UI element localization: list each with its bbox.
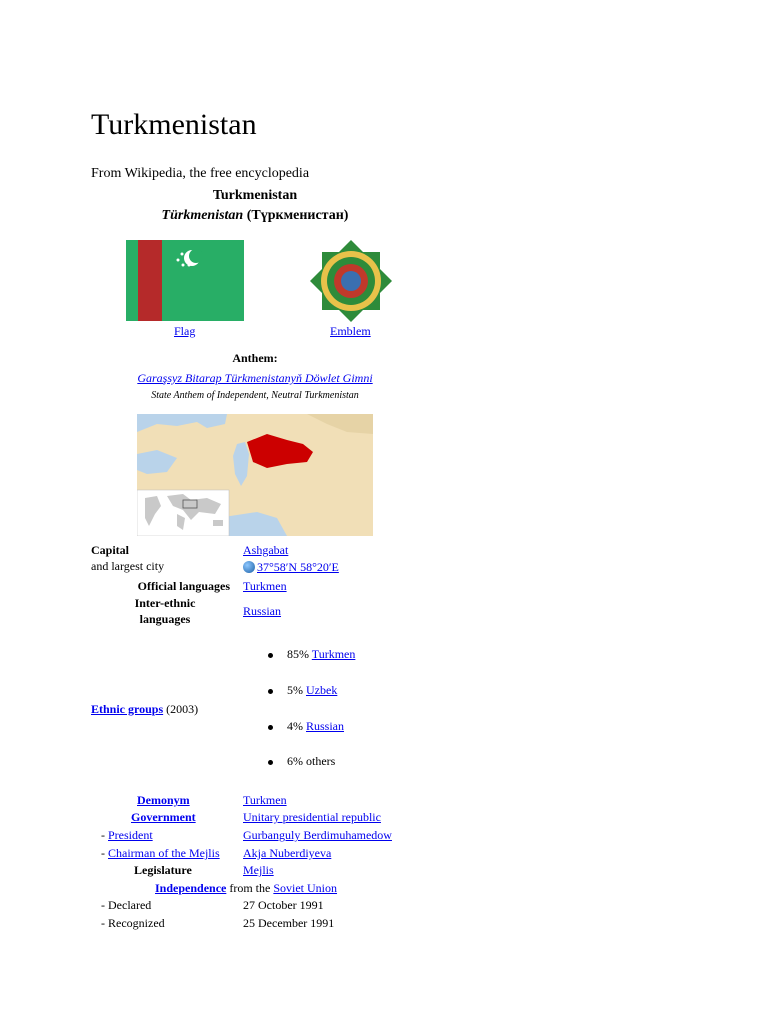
capital-sublabel: and largest city [91, 559, 165, 573]
flag-image[interactable] [126, 240, 244, 321]
declared-value: 27 October 1991 [243, 898, 324, 912]
globe-icon [243, 561, 255, 573]
list-item: 4% Russian [268, 719, 344, 734]
president-link[interactable]: President [108, 828, 153, 842]
official-languages-label: Official languages [137, 579, 230, 593]
infobox-native-name [90, 208, 420, 224]
bullet-icon [268, 689, 273, 694]
emblem-caption-link[interactable]: Emblem [330, 324, 371, 338]
interethnic-label-line1: Inter-ethnic [134, 596, 196, 610]
list-item: 6% others [268, 754, 335, 769]
soviet-union-link[interactable]: Soviet Union [273, 881, 338, 895]
list-item: 85% Turkmen [268, 647, 355, 662]
government-value-link[interactable]: Unitary presidential republic [243, 810, 381, 824]
official-languages-link[interactable]: Turkmen [243, 579, 287, 593]
anthem-link[interactable]: Garaşsyz Bitarap Türkmenistanyň Döwlet Gimni [137, 371, 373, 385]
interethnic-label-line2: languages [139, 612, 191, 626]
location-map-image[interactable] [137, 414, 373, 536]
list-item: 5% Uzbek [268, 683, 337, 698]
ethnic-uzbek-link[interactable]: Uzbek [306, 683, 338, 697]
demonym-link[interactable]: Demonym [137, 793, 190, 807]
independence-from-text: from the [229, 881, 271, 895]
tagline: From Wikipedia, the free encyclopedia [91, 166, 310, 181]
coordinates[interactable] [243, 559, 339, 575]
capital-link[interactable]: Ashgabat [243, 543, 289, 557]
ethnic-groups-link[interactable]: Ethnic groups [91, 702, 164, 716]
ethnic-russian-link[interactable]: Russian [306, 719, 345, 733]
recognized-value: 25 December 1991 [243, 916, 335, 930]
president-value-link[interactable]: Gurbanguly Berdimuhamedow [243, 828, 392, 842]
infobox-title: Turkmenistan [212, 188, 298, 203]
flag-caption-link[interactable]: Flag [174, 324, 196, 338]
declared-label: - Declared [101, 898, 152, 912]
emblem-icon[interactable] [308, 238, 394, 324]
ethnic-groups-label [91, 701, 198, 717]
page-title: Turkmenistan [91, 108, 257, 141]
independence-row [155, 880, 337, 896]
interethnic-link[interactable]: Russian [243, 604, 282, 618]
bullet-icon [268, 760, 273, 765]
president-row-label: - President [101, 828, 153, 842]
bullet-icon [268, 653, 273, 658]
native-name-latin: Türkmenistan [161, 208, 244, 223]
legislature-label: Legislature [134, 863, 192, 877]
coordinates-link[interactable]: 37°58′N 58°20′E [257, 560, 339, 574]
chairman-row-label: - Chairman of the Mejlis [101, 846, 220, 860]
government-link[interactable]: Government [131, 810, 196, 824]
ethnic-groups-year: (2003) [166, 702, 199, 716]
demonym-value-link[interactable]: Turkmen [243, 793, 287, 807]
chairman-link[interactable]: Chairman of the Mejlis [108, 846, 220, 860]
bullet-icon [268, 725, 273, 730]
ethnic-turkmen-link[interactable]: Turkmen [311, 647, 356, 661]
legislature-link[interactable]: Mejlis [243, 863, 274, 877]
recognized-label: - Recognized [101, 916, 165, 930]
anthem-label: Anthem: [232, 351, 278, 365]
independence-link[interactable]: Independence [155, 881, 227, 895]
flag-crescent-icon [126, 240, 244, 321]
capital-label: Capital [91, 543, 130, 557]
native-name-cyrillic: (Түркменистан) [246, 208, 349, 223]
chairman-value-link[interactable]: Akja Nuberdiyeva [243, 846, 332, 860]
anthem-translation: State Anthem of Independent, Neutral Turkmenistan [151, 390, 359, 401]
